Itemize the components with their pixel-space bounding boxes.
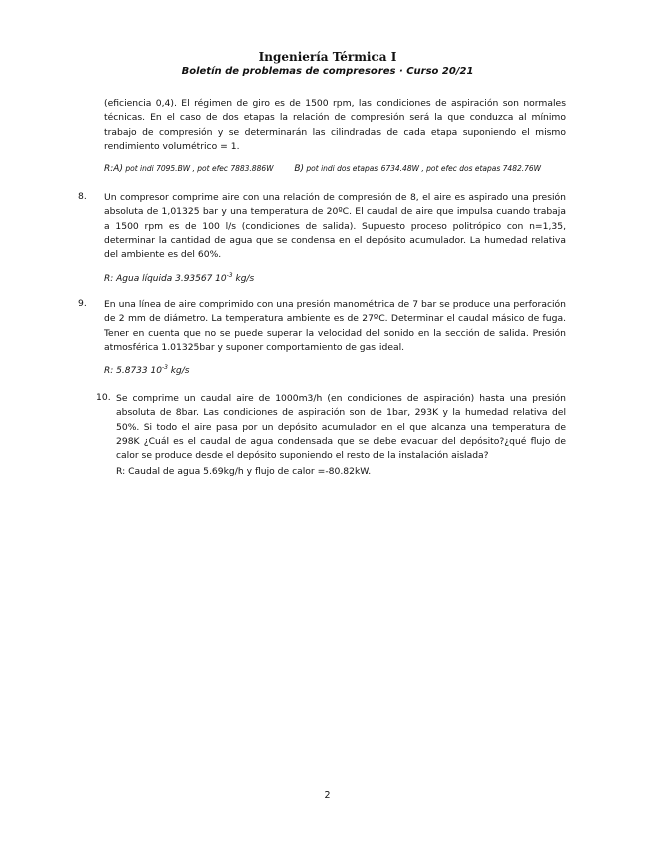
answer-a-label: R:A) <box>104 164 123 174</box>
problem-continuation-answer <box>104 164 541 174</box>
problem-continuation-text: (eficiencia 0,4). El régimen de giro es de 1500 rpm, las condiciones de aspiración son normales técnicas. En el caso de dos etapas la relación de compresión será la que conduzca al mínimo trabajo de compresión y se determinarán las cilindradas de cada etapa suponiendo el mismo rendimiento volumétrico = 1. <box>104 98 566 152</box>
document-subtitle: Boletín de problemas de compresores · Curso 20/21 <box>181 66 474 77</box>
problem-9-text: En una línea de aire comprimido con una presión manométrica de 7 bar se produce una perforación de 2 mm de diámetro. La temperatura ambiente es de 27ºC. Determinar el caudal másico de fuga. Tener en cuenta que no se puede superar la velocidad del sonido en la sección de salida. Presión atmosférica 1.01325bar y suponer comportamiento de gas ideal. <box>104 299 566 353</box>
problem-10-answer: R: Caudal de agua 5.69kg/h y flujo de calor =-80.82kW. <box>116 466 372 477</box>
problem-10-number: 10. <box>96 392 111 403</box>
answer-b-text: pot indi dos etapas 6734.48W , pot efec dos etapas 7482.76W <box>306 164 542 173</box>
problem-8-answer-value: R: Agua líquida 3.93567 10 <box>104 274 227 284</box>
problem-8-answer-exponent: -3 <box>226 272 233 279</box>
problem-9-number: 9. <box>78 298 87 309</box>
problem-9-answer-unit: kg/s <box>167 366 190 376</box>
problem-10-text: Se comprime un caudal aire de 1000m3/h (en condiciones de aspiración) hasta una presión absoluta de 8bar. Las condiciones de aspiración son de 1bar, 293K y la humedad relativa del 50%. Si todo el aire pasa por un depósito acumulador en el que alcanza una temperatura de 298K ¿Cuál es el caudal de agua condensada que se debe evacuar del depósito?¿qué flujo de calor se produce desde el depósito suponiendo el resto de la instalación aislada? <box>116 393 566 462</box>
answer-a-text: pot indi 7095.BW , pot efec 7883.886W <box>125 164 274 173</box>
problem-9-answer-value: R: 5.8733 10 <box>104 366 162 376</box>
answer-b-label: B) <box>294 164 305 174</box>
problem-8-number: 8. <box>78 191 87 202</box>
problem-8-answer-unit: kg/s <box>232 274 255 284</box>
problem-9-answer <box>104 364 189 376</box>
problem-8-answer <box>104 272 254 284</box>
document-title: Ingeniería Térmica I <box>258 50 397 64</box>
page-number: 2 <box>324 790 331 801</box>
problem-9-answer-exponent: -3 <box>161 364 168 371</box>
problem-8-text: Un compresor comprime aire con una relación de compresión de 8, el aire es aspirado una presión absoluta de 1,01325 bar y una temperatura de 20ºC. El caudal de aire que impulsa cuando trabaja a 1500 rpm es de 100 l/s (condiciones de salida). Supuesto proceso politrópico con n=1,35, determinar la cantidad de agua que se condensa en el depósito acumulador. La humedad relativa del ambiente es del 60%. <box>104 192 566 261</box>
